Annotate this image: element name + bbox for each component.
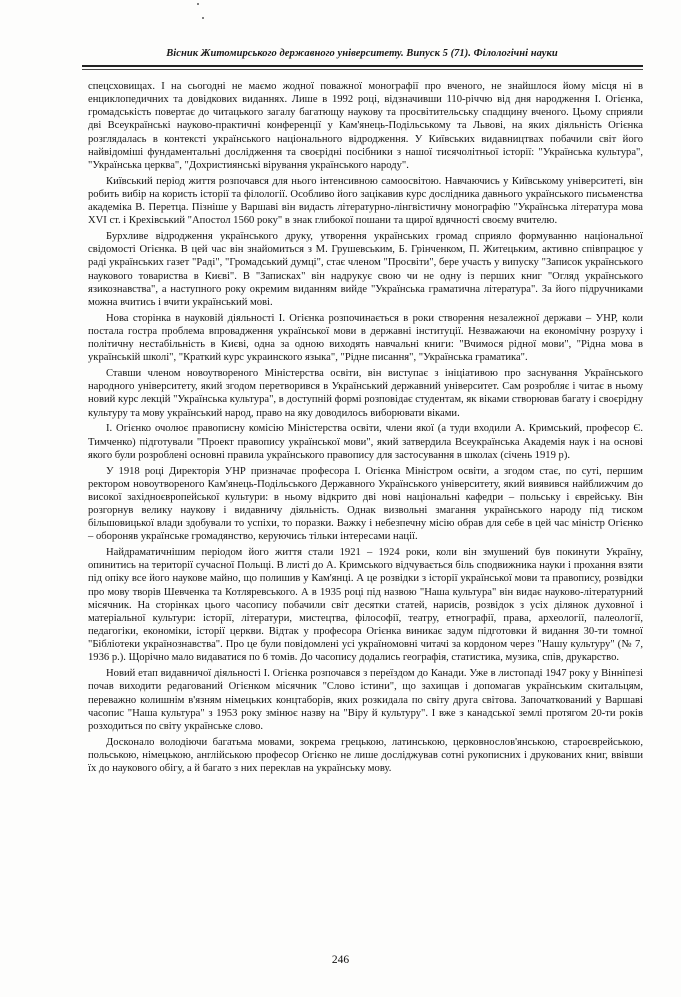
article-body [88,80,643,778]
paragraph: спецсховищах. І на сьогодні не маємо жодної поважної монографії про вченого, не знайшлося йому місця ні в енциклопедичних та довідкових виданнях. Лише в 1992 році, відзначивши 110-річчю від дня народження І. Огієнка, громадськість повертає до читацького загалу багатющу наукову та просвітительську спадщину вченого. Цьому сприяли дві Всеукраїнські науково-практичні конференції у Кам'янець-Подільському та Львові, на яких діяльність Огієнка розглядалась в контексті українського національного відродження. У Київських видавництвах побачили світ його найвідоміші фундаментальні дослідження та своєрідні посібники з нашої тисячолітньої історії: "Українська культура", "Українська церква", "Дохристиянські вірування українського народу". [88,81,643,171]
scan-speck [197,3,199,5]
running-header: Вісник Житомирського державного університету. Випуск 5 (71). Філологічні науки [166,48,558,59]
paragraph: Нова сторінка в науковій діяльності І. Огієнка розпочинається в роки створення незалежної держави – УНР, коли постала гостра проблема впровадження української мови в державні інституції. Незважаючи на економічну розруху і політичну нестабільність в Києві, одна за одною виходять навчальні книги: "Вчимося рідної мови", "Рідна мова в українській школі", "Краткий курс украинского языка", "Рідне писання", "Українська граматика". [88,312,643,364]
paragraph: Ставши членом новоутвореного Міністерства освіти, він виступає з ініціативою про заснування Українського народного університету, який згодом перетворився в Український державний університет. Сам розробляє і читає в ньому новий курс лекцій "Українська культура", в доступній формі розповідає студентам, як віками створював багату і своєрідну культуру та мову український народ, право на яку доводилось виборювати віками. [88,368,643,419]
paragraph: Досконало володіючи багатьма мовами, зокрема грецькою, латинською, церковнослов'янською, староєврейською, польською, німецькою, англійською професор Огієнко не лише досліджував сотні рукописних і друкованих книг, ввівши їх до наукового обігу, а й багато з них переклав на українську мову. [88,736,643,774]
paragraph: Київський період життя розпочався для нього інтенсивною самоосвітою. Навчаючись у Київському університеті, він робить вибір на користь історії та філології. Особливо його зацікавив курс дослідника давнього українського письменства академіка В. Перетца. Пізніше у Варшаві він видасть літературно-лінгвістичну монографію "Українська література мова XVI ст. і Крехівський "Апостол 1560 року" в знак глибокої пошани та щирої вдячності своєму вчителю. [88,175,643,227]
page-number: 246 [331,954,350,966]
paragraph: І. Огієнко очолює правописну комісію Міністерства освіти, члени якої (а туди входили А. Кримський, професор Є. Тимченко) підготували "Проект правопису української мови", який затвердила Всеукраїнська Академія наук і на основі якого були розроблені основні правила українського правопису для застосування в школах (січень 1919 р). [88,423,643,461]
scan-speck [202,17,204,19]
paragraph: Найдраматичнішим періодом його життя стали 1921 – 1924 роки, коли він змушений був покинути Україну, опинитись на території сучасної Польщі. В листі до А. Кримського відчувається біль сподвижника науки і прохання взяти під опіку все його наукове майно, що полишив у Кам'янці. А це розвідки з історії української мови та правопису, розвідки про мову творів Шевченка та Котляревського. А в 1935 році під назвою "Наша культура" він видає науково-літературний місячник. На сторінках цього часопису побачили світ десятки статей, нарисів, розвідок з усіх ділянок духовної і матеріальної культури: історії, літератури, мистецтва, філософії, театру, етнографії, права, археології, палеології, педагогіки, економіки, історії церкви. Відтак у професора Огієнка виникає задум підготовки й видання 30-ти томної "Бібліотеки українознавства". Про це були повідомлені усі україномовні читачі за кордоном через "Нашу культуру" (№ 7, 1936 р.). Щорічно мало видаватися по 6 томів. До часопису додались географія, статистика, музика, спів, друкарство. [88,547,643,664]
header-rule [82,65,643,67]
paragraph: Бурхливе відродження українського друку, утворення українських громад сприяло формуванню національної свідомості Огієнка. В цей час він знайомиться з М. Грушевським, Б. Грінченком, П. Житецьким, активно співпрацює у раді українських газет "Раді", "Громадський думці", стає членом "Просвіти", бере участь у випуску "Записок українського наукового товариства в Києві". В "Записках" він надрукує свою чи не одну із перших книг "Огляд українського язикознавства", а наступного року окремим виданням вийде "Українська граматична література". За його підручниками можна вчитись і вчити український мові. [88,231,643,308]
paragraph: У 1918 році Директорія УНР призначає професора І. Огієнка Міністром освіти, а згодом стає, по суті, першим ректором новоутвореного Кам'янець-Подільського Державного Українського університету, який виявився найближчим до високої західноєвропейської культури: в ньому відкрито дві нові національні кафедри – польську і єврейську. Він розгорнув велику наукову і видавничу діяльність. Однак визвольні змагання українського народу під тиском більшовицької влади здобували то успіхи, то поразки. Важку і небезпечну місію обрав для себе в цей час міністр Огієнко – обороняв українське громадянство, керуючись тільки інтересами нації. [88,465,643,543]
paragraph: Новий етап видавничої діяльності І. Огієнка розпочався з переїздом до Канади. Уже в листопаді 1947 року у Вінніпезі почав виходити редагований Огієнком місячник "Слово істини", що захищав і допомагав українським скитальцям, переважно колишнім в'язням німецьких концтаборів, яких розкидала по світу друга світова. Започаткований у Варшаві часопис "Наша культура" з 1953 року змінює назву на "Віру й культуру". І вже з канадської землі протягом 20-ти років розходиться по світу українське слово. [88,668,643,732]
header-rule-thin [82,69,643,70]
